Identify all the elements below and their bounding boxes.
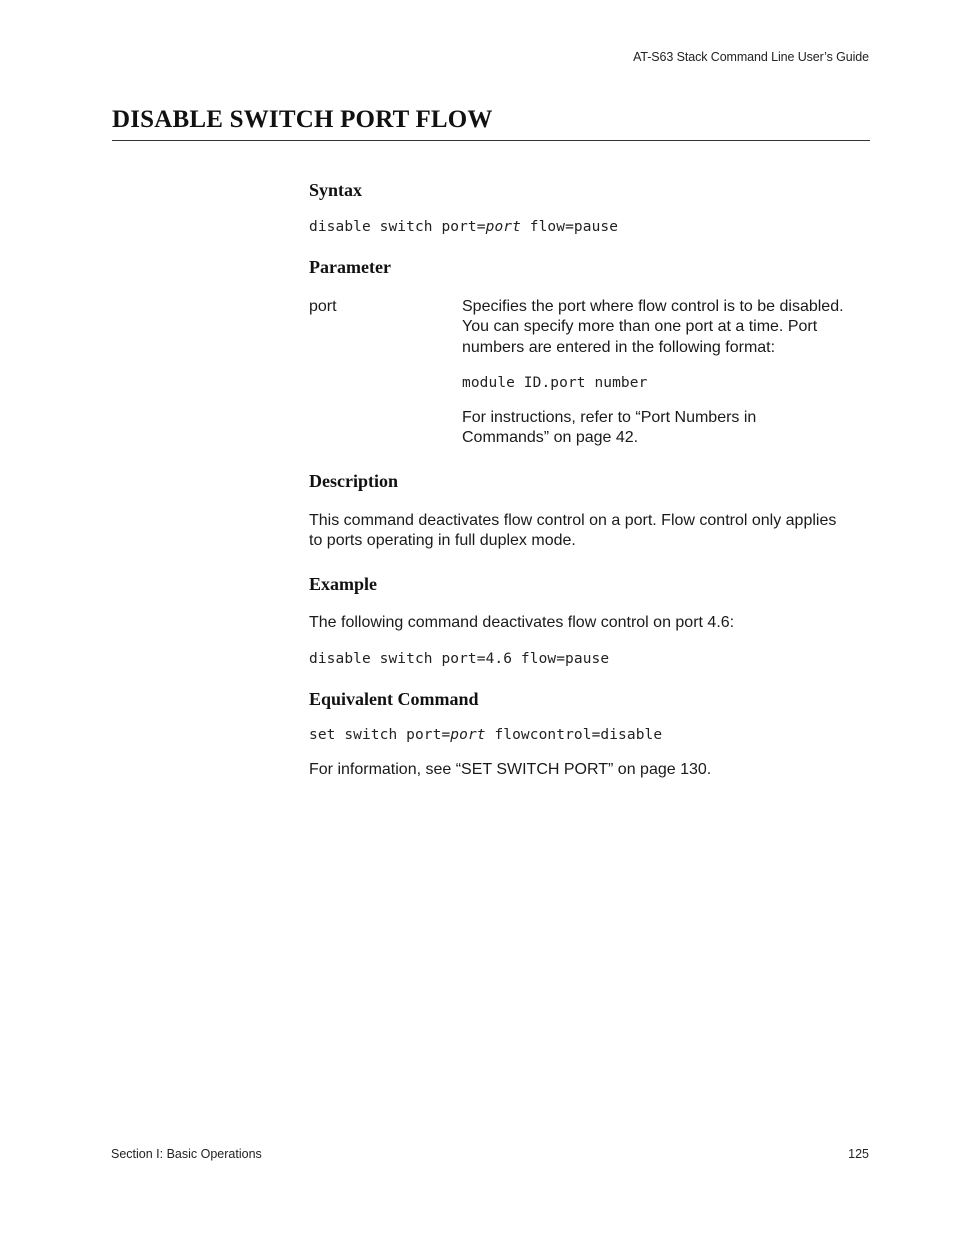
footer-section: Section I: Basic Operations [111, 1147, 262, 1161]
parameter-name: port [309, 298, 337, 315]
equivalent-code-prefix: set switch port= [309, 727, 451, 743]
parameter-reference-line1: For instructions, refer to “Port Numbers in [462, 409, 757, 426]
title-rule [112, 140, 870, 141]
syntax-code-prefix: disable switch port= [309, 219, 486, 235]
description-heading: Description [309, 471, 398, 491]
parameter-heading: Parameter [309, 257, 391, 277]
equivalent-command-heading: Equivalent Command [309, 689, 479, 709]
syntax-code [309, 219, 618, 235]
parameter-reference-line2: Commands” on page 42. [462, 429, 639, 446]
parameter-description-line3: numbers are entered in the following format: [462, 339, 776, 356]
syntax-heading: Syntax [309, 180, 363, 200]
example-heading: Example [309, 574, 378, 594]
description-line2: to ports operating in full duplex mode. [309, 532, 576, 549]
equivalent-command-code [309, 727, 662, 743]
parameter-format-code: module ID.port number [462, 375, 648, 391]
syntax-code-variable: port [485, 219, 521, 235]
example-code: disable switch port=4.6 flow=pause [309, 651, 610, 667]
example-text: The following command deactivates flow control on port 4.6: [309, 614, 735, 631]
equivalent-code-suffix: flowcontrol=disable [485, 727, 663, 743]
parameter-description-line1: Specifies the port where flow control is to be disabled. [462, 298, 844, 315]
footer-page-number: 125 [848, 1147, 869, 1161]
equivalent-command-info: For information, see “SET SWITCH PORT” on page 130. [309, 761, 712, 778]
syntax-code-suffix: flow=pause [520, 219, 619, 235]
running-header: AT-S63 Stack Command Line User’s Guide [633, 50, 869, 64]
description-line1: This command deactivates flow control on a port. Flow control only applies [309, 512, 837, 529]
parameter-description-line2: You can specify more than one port at a time. Port [462, 318, 818, 335]
equivalent-code-variable: port [450, 727, 486, 743]
page-title: DISABLE SWITCH PORT FLOW [112, 106, 493, 133]
